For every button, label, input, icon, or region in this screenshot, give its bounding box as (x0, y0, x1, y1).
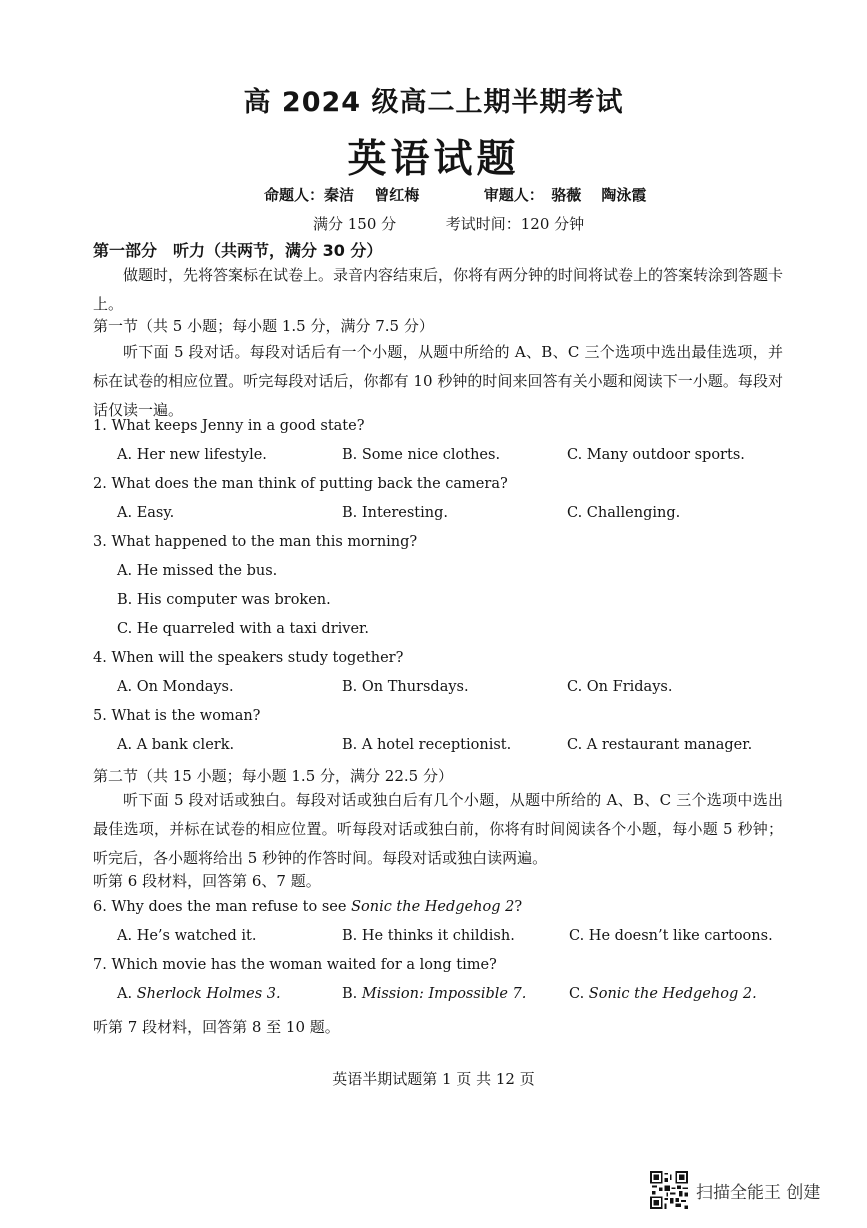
q7-option-a-prefix: A. (117, 986, 137, 1002)
subject-title: 英语试题 (347, 137, 520, 182)
q3-option-c: C. He quarreled with a taxi driver. (117, 621, 369, 637)
qr-code-icon (650, 1171, 688, 1209)
q2-option-a: A. Easy. (117, 505, 175, 521)
q6-option-b: B. He thinks it childish. (342, 928, 515, 944)
question-4: 4. When will the speakers study together? (93, 650, 404, 666)
q2-option-b: B. Interesting. (342, 505, 448, 521)
exam-meta (313, 213, 584, 234)
authors-line (264, 184, 646, 205)
setters-label: 命题人：秦洁 曾红梅 (264, 186, 420, 204)
q1-option-b: B. Some nice clothes. (342, 447, 501, 463)
question-2: 2. What does the man think of putting back the camera? (93, 476, 508, 492)
q2-option-c: C. Challenging. (567, 505, 681, 521)
material-6-label: 听第 6 段材料，回答第 6、7 题。 (93, 872, 321, 890)
q7-option-c (569, 986, 757, 1002)
full-score: 满分 150 分 (313, 215, 397, 233)
q6-stem-suffix: ? (514, 899, 523, 915)
q6-stem-prefix: 6. Why does the man refuse to see (93, 899, 352, 915)
question-7: 7. Which movie has the woman waited for a long time? (93, 957, 497, 973)
question-5: 5. What is the woman? (93, 708, 261, 724)
part1-instruction: 做题时，先将答案标在试卷上。录音内容结束后，你将有两分钟的时间将试卷上的答案转涂到答题卡上。 (93, 266, 784, 313)
q6-stem-title: Sonic the Hedgehog 2 (351, 899, 515, 915)
q7-option-c-title: Sonic the Hedgehog 2. (588, 986, 757, 1002)
q7-option-b (342, 986, 526, 1002)
part1-title: 第一部分 听力（共两节，满分 30 分） (93, 241, 383, 260)
reviewers-label: 审题人： 骆薇 陶泳霞 (483, 186, 647, 204)
section2-instruction: 听下面 5 段对话或独白。每段对话或独白后有几个小题，从题中所给的 A、B、C 三个选项中选出最佳选项，并标在试卷的相应位置。听每段对话或独白前，你将有时间阅读各个小题，每小题 5 秒钟；听完后，各小题将给出 5 秒钟的作答时间。每段对话或独白读两遍。 (93, 791, 783, 867)
q4-option-c: C. On Fridays. (567, 679, 673, 695)
question-6 (93, 899, 522, 915)
q4-option-a: A. On Mondays. (117, 679, 234, 695)
q7-option-b-title: Mission: Impossible 7. (361, 986, 527, 1002)
q1-option-a: A. Her new lifestyle. (117, 447, 267, 463)
q1-option-c: C. Many outdoor sports. (567, 447, 745, 463)
question-3: 3. What happened to the man this morning? (93, 534, 418, 550)
scanner-watermark (650, 1170, 820, 1210)
q6-option-a: A. He’s watched it. (117, 928, 257, 944)
material-7-label: 听第 7 段材料，回答第 8 至 10 题。 (93, 1018, 340, 1036)
section1-title: 第一节（共 5 小题；每小题 1.5 分，满分 7.5 分） (93, 317, 434, 335)
q3-option-b: B. His computer was broken. (117, 592, 331, 608)
question-1: 1. What keeps Jenny in a good state? (93, 418, 365, 434)
q4-option-b: B. On Thursdays. (342, 679, 469, 695)
q7-option-a-title: Sherlock Holmes 3. (136, 986, 281, 1002)
q3-option-a: A. He missed the bus. (117, 563, 278, 579)
scanner-text: 扫描全能王 创建 (696, 1182, 821, 1203)
page-footer: 英语半期试题第 1 页 共 12 页 (332, 1070, 535, 1088)
exam-time: 考试时间：120 分钟 (445, 215, 585, 233)
section2-title: 第二节（共 15 小题；每小题 1.5 分，满分 22.5 分） (93, 767, 453, 785)
q7-option-a (117, 986, 281, 1002)
q5-option-a: A. A bank clerk. (117, 737, 235, 753)
section1-instruction: 听下面 5 段对话。每段对话后有一个小题，从题中所给的 A、B、C 三个选项中选出最佳选项，并标在试卷的相应位置。听完每段对话后，你都有 10 秒钟的时间来回答有关小题和阅读下一小题。每段对话仅读一遍。 (93, 343, 783, 419)
q5-option-c: C. A restaurant manager. (567, 737, 753, 753)
q5-option-b: B. A hotel receptionist. (342, 737, 512, 753)
exam-title: 高 2024 级高二上期半期考试 (243, 87, 624, 118)
q7-option-c-prefix: C. (569, 986, 589, 1002)
q7-option-b-prefix: B. (342, 986, 362, 1002)
q6-option-c: C. He doesn’t like cartoons. (569, 928, 773, 944)
